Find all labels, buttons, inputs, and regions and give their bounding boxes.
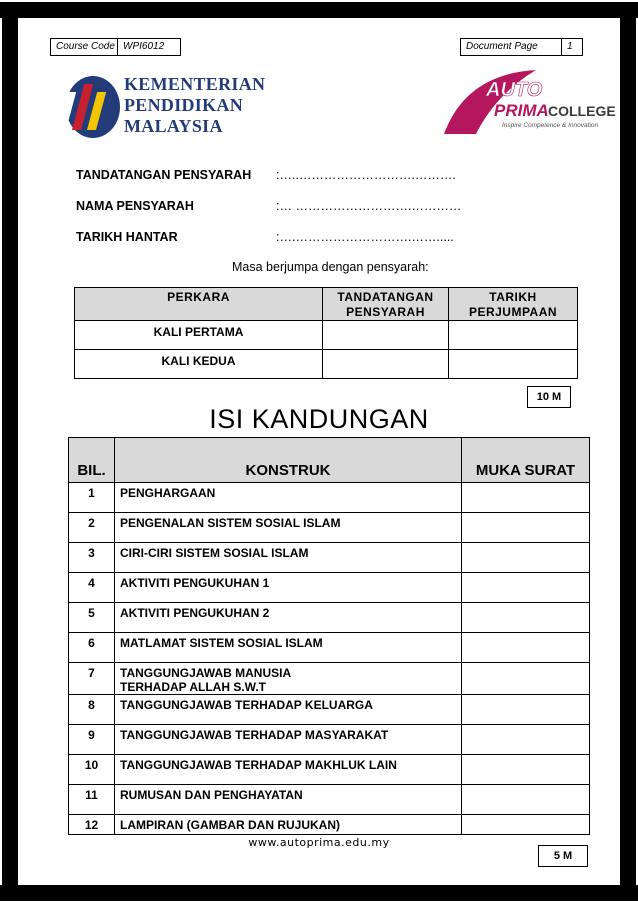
row-number: 4	[69, 573, 115, 603]
row-page	[462, 543, 590, 573]
mark-box: 10 M	[527, 386, 571, 408]
table-row	[69, 603, 590, 633]
row-page	[462, 815, 590, 835]
table-header: KONSTRUK	[115, 438, 462, 483]
row-item: MATLAMAT SISTEM SOSIAL ISLAM	[115, 633, 462, 663]
table-cell: KALI PERTAMA	[75, 321, 323, 350]
info-value: :… ……………………….…………	[276, 199, 462, 213]
row-page	[462, 785, 590, 815]
row-item: PENGENALAN SISTEM SOSIAL ISLAM	[115, 513, 462, 543]
table-header: TARIKH PERJUMPAAN	[449, 288, 578, 321]
document-page-label: Document Page	[460, 38, 562, 56]
table-header-row	[75, 288, 578, 321]
table-header: PERKARA	[75, 288, 323, 321]
table-row	[69, 483, 590, 513]
row-item: LAMPIRAN (GAMBAR DAN RUJUKAN)	[115, 815, 462, 835]
row-number: 3	[69, 543, 115, 573]
row-item: TANGGUNGJAWAB TERHADAP KELUARGA	[115, 695, 462, 725]
table-row	[69, 663, 590, 695]
row-item: RUMUSAN DAN PENGHAYATAN	[115, 785, 462, 815]
svg-text:AUTO: AUTO	[486, 79, 543, 101]
table-row	[69, 755, 590, 785]
row-number: 6	[69, 633, 115, 663]
row-page	[462, 603, 590, 633]
row-page	[462, 725, 590, 755]
page-number: 1	[561, 38, 583, 56]
meeting-note: Masa berjumpa dengan pensyarah:	[232, 260, 429, 274]
svg-text:PRIMA: PRIMA	[494, 101, 549, 120]
kpm-line: MALAYSIA	[124, 116, 223, 136]
kpm-line: PENDIDIKAN	[124, 95, 244, 115]
course-code: WPI6012	[117, 38, 181, 56]
info-value: :….……………………….…….....	[276, 230, 454, 244]
row-item: PENGHARGAAN	[115, 483, 462, 513]
info-label: TARIKH HANTAR	[76, 230, 178, 244]
signature-cell	[323, 321, 449, 350]
table-row	[69, 513, 590, 543]
row-number: 9	[69, 725, 115, 755]
table-row	[69, 695, 590, 725]
table-header: BIL.	[69, 438, 115, 483]
row-number: 1	[69, 483, 115, 513]
row-number: 8	[69, 695, 115, 725]
row-page	[462, 633, 590, 663]
row-page	[462, 483, 590, 513]
table-header: MUKA SURAT	[462, 438, 590, 483]
footer-url: www.autoprima.edu.my	[248, 836, 390, 849]
table-header-row	[69, 438, 590, 483]
table-row	[75, 350, 578, 379]
row-number: 2	[69, 513, 115, 543]
info-label: NAMA PENSYARAH	[76, 199, 194, 213]
row-item: AKTIVITI PENGUKUHAN 2	[115, 603, 462, 633]
meeting-table	[74, 287, 578, 379]
row-number: 12	[69, 815, 115, 835]
date-cell	[449, 350, 578, 379]
course-code-label: Course Code	[50, 38, 118, 56]
row-number: 11	[69, 785, 115, 815]
row-item: TANGGUNGJAWAB TERHADAP MASYARAKAT	[115, 725, 462, 755]
auto-prima-emblem-icon	[436, 64, 616, 144]
signature-cell	[323, 350, 449, 379]
row-page	[462, 695, 590, 725]
contents-title: ISI KANDUNGAN	[209, 404, 429, 434]
table-row	[75, 321, 578, 350]
table-row	[69, 815, 590, 835]
kpm-emblem-icon	[64, 74, 122, 140]
row-page	[462, 573, 590, 603]
table-row	[69, 725, 590, 755]
row-page	[462, 755, 590, 785]
auto-prima-logo	[436, 64, 616, 144]
contents-table	[68, 437, 590, 835]
table-row	[69, 785, 590, 815]
border-pattern-right	[620, 18, 638, 885]
svg-text:Inspire Competence & Innovatio: Inspire Competence & Innovation	[502, 122, 599, 129]
mark-box: 5 M	[538, 845, 588, 867]
border-pattern-left	[0, 18, 18, 885]
info-value: :…..……………………….……….	[276, 168, 456, 182]
table-header: TANDATANGAN PENSYARAH	[323, 288, 449, 321]
table-cell: KALI KEDUA	[75, 350, 323, 379]
row-item: CIRI-CIRI SISTEM SOSIAL ISLAM	[115, 543, 462, 573]
row-page	[462, 513, 590, 543]
row-item: TANGGUNGJAWAB TERHADAP MAKHLUK LAIN	[115, 755, 462, 785]
kpm-line: KEMENTERIAN	[124, 74, 266, 94]
border-pattern-top	[0, 0, 638, 18]
row-number: 5	[69, 603, 115, 633]
table-row	[69, 633, 590, 663]
svg-text:COLLEGE: COLLEGE	[548, 103, 616, 119]
border-pattern-bottom	[0, 885, 638, 903]
date-cell	[449, 321, 578, 350]
row-item: TANGGUNGJAWAB MANUSIA TERHADAP ALLAH S.W.T	[115, 663, 462, 695]
kpm-logo	[64, 74, 264, 140]
row-number: 7	[69, 663, 115, 695]
row-item: AKTIVITI PENGUKUHAN 1	[115, 573, 462, 603]
row-page	[462, 663, 590, 695]
table-row	[69, 543, 590, 573]
table-row	[69, 573, 590, 603]
row-number: 10	[69, 755, 115, 785]
kpm-wordmark	[124, 74, 265, 137]
info-label: TANDATANGAN PENSYARAH	[76, 168, 252, 182]
